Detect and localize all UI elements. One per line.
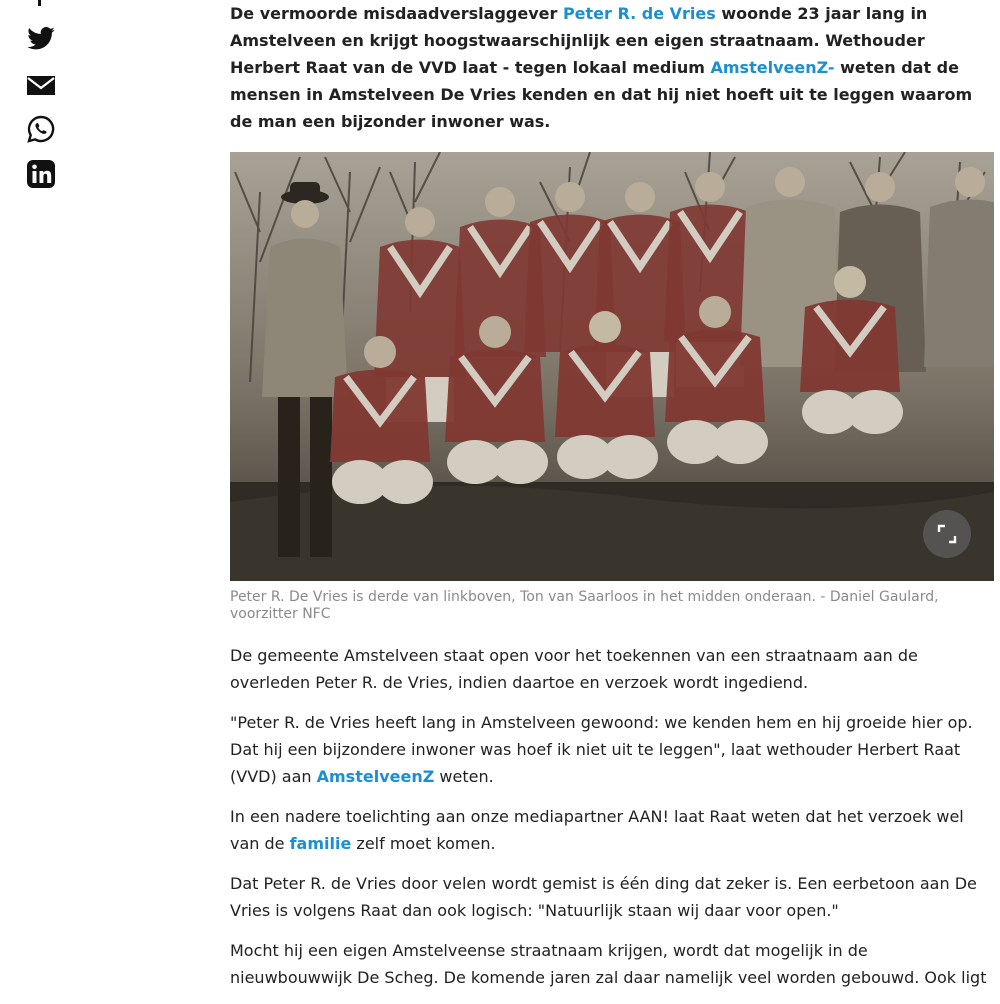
mail-icon[interactable] [26, 70, 56, 100]
paragraph-text: zelf moet komen. [351, 834, 496, 853]
link-amstelveenz-body[interactable]: AmstelveenZ [316, 767, 435, 786]
article-lead [230, 0, 982, 135]
paragraph: Dat Peter R. de Vries door velen wordt gemist is één ding dat zeker is. Een eerbetoon aan De Vries is volgens Raat dan ook logisch: "Natuurlijk staan wij daar voor open." [230, 874, 977, 920]
paragraph [230, 803, 990, 857]
linkedin-icon[interactable] [26, 159, 56, 189]
paragraph [230, 709, 990, 790]
photo-caption: Peter R. De Vries is derde van linkboven, Ton van Saarloos in het midden onderaan. - Daniel Gaulard, voorzitter NFC [230, 589, 939, 622]
lead-text-2: woonde 23 jaar lang in Amstelveen en krijgt hoogstwaarschijnlijk een eigen straatnaam. Wethouder Herbert Raat van de VVD laat - tegen lokaal medium [230, 4, 928, 77]
paragraph-text: "Peter R. de Vries heeft lang in Amstelveen gewoond: we kenden hem en hij groeide hier op. Dat hij een bijzondere inwoner was hoef ik niet uit te leggen", laat wethouder Herbert Raat (VVD) aan [230, 713, 973, 786]
paragraph: Mocht hij een eigen Amstelveense straatnaam krijgen, wordt dat mogelijk in de nieuwbouwwijk De Scheg. De komende jaren zal daar namelijk veel worden gebouwd. Ook ligt [230, 941, 987, 987]
paragraph-text: In een nadere toelichting aan onze mediapartner AAN! laat Raat weten dat het verzoek wel van de [230, 807, 964, 853]
lead-text-1: De vermoorde misdaadverslaggever [230, 4, 563, 23]
lead-text-3: weten dat de mensen in Amstelveen De Vries kenden en dat hij niet hoeft uit te leggen waarom de man een bijzonder inwoner was. [230, 58, 973, 131]
facebook-icon[interactable] [26, 0, 56, 6]
link-amstelveenz[interactable]: AmstelveenZ- [710, 58, 835, 77]
twitter-icon[interactable] [26, 24, 56, 54]
whatsapp-icon[interactable] [26, 114, 56, 144]
paragraph: De gemeente Amstelveen staat open voor het toekennen van een straatnaam aan de overleden Peter R. de Vries, indien daartoe en verzoek wordt ingediend. [230, 646, 918, 692]
article-body [230, 642, 990, 1004]
paragraph-text: weten. [434, 767, 494, 786]
expand-photo-button[interactable] [923, 510, 971, 558]
expand-icon [937, 524, 957, 544]
link-peter-r-de-vries[interactable]: Peter R. de Vries [562, 4, 716, 23]
team-photo [230, 152, 994, 581]
link-familie[interactable]: familie [289, 834, 352, 853]
article-photo [230, 152, 994, 622]
